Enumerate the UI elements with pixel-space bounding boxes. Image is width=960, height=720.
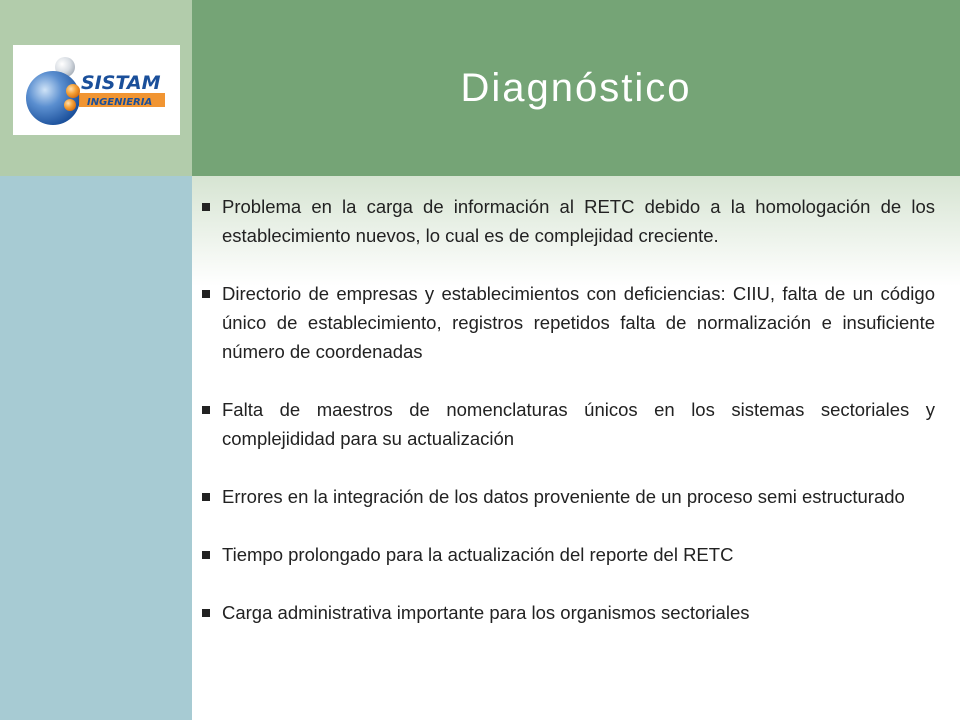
square-bullet-icon: [202, 609, 210, 617]
bullet-text: Errores en la integración de los datos proveniente de un proceso semi estructurado: [222, 486, 905, 507]
square-bullet-icon: [202, 290, 210, 298]
square-bullet-icon: [202, 203, 210, 211]
logo-tagline-text: INGENIERIA: [87, 97, 153, 108]
bullet-item: [200, 598, 935, 627]
company-logo: [13, 45, 180, 135]
slide-title: Diagnóstico: [460, 66, 692, 110]
bullet-item: [200, 395, 935, 453]
bullet-item: [200, 192, 935, 250]
bullet-text: Falta de maestros de nomenclaturas únicos en los sistemas sectoriales y complejididad para su actualización: [222, 399, 935, 449]
logo-brand-text: SISTAM: [81, 72, 161, 94]
bullet-text: Problema en la carga de información al RETC debido a la homologación de los establecimiento nuevos, lo cual es de complejidad creciente.: [222, 196, 935, 246]
bullet-list: [200, 192, 935, 627]
square-bullet-icon: [202, 493, 210, 501]
bullet-item: [200, 540, 935, 569]
bullet-item: [200, 279, 935, 366]
bullet-item: [200, 482, 935, 511]
bullet-text: Tiempo prolongado para la actualización del reporte del RETC: [222, 544, 734, 565]
bullet-text: Carga administrativa importante para los organismos sectoriales: [222, 602, 750, 623]
bullet-text: Directorio de empresas y establecimientos con deficiencias: CIIU, falta de un código único de establecimiento, registros repetidos falta de normalización e insuficiente número de coordenadas: [222, 283, 935, 362]
square-bullet-icon: [202, 551, 210, 559]
left-bottom-panel: [0, 176, 192, 720]
square-bullet-icon: [202, 406, 210, 414]
